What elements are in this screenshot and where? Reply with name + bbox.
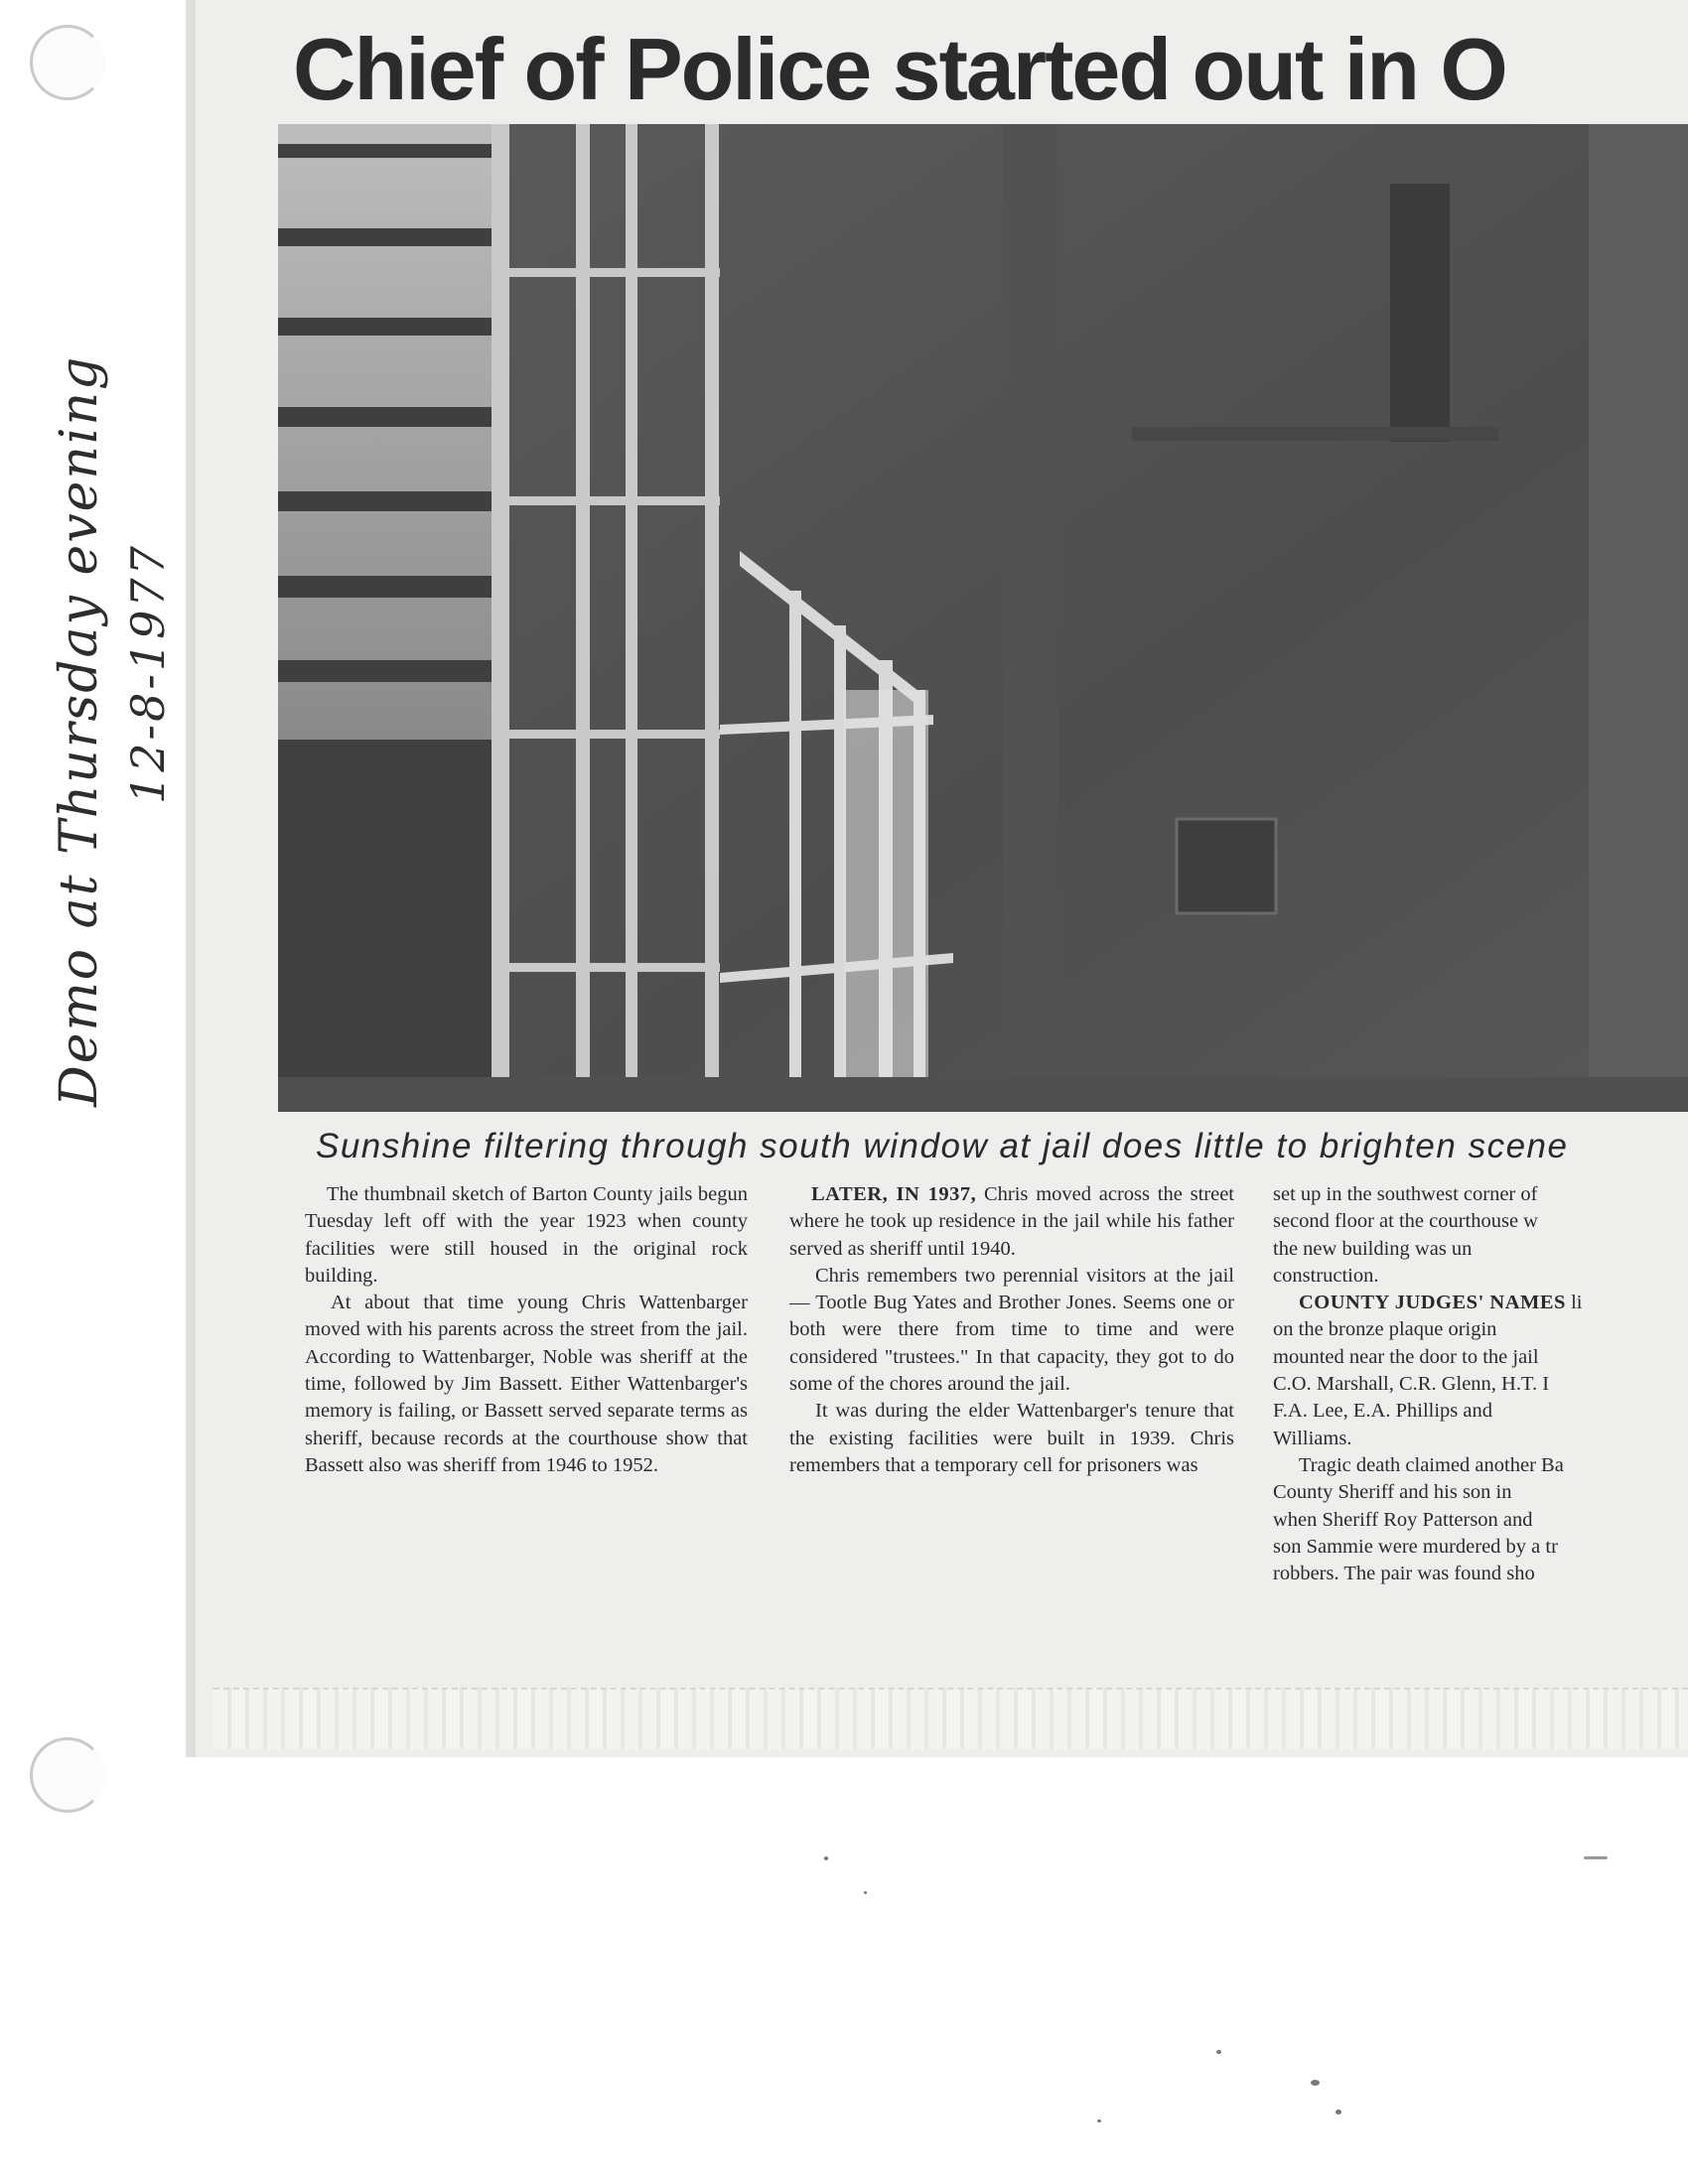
scan-speck [1311,2080,1320,2086]
paragraph: At about that time young Chris Wattenbarger moved with his parents across the street from the jail. According to Wattenbarger, Noble was sheriff at the time, followed by Jim Bassett. Either Wattenbarger's memory is failing, or Bassett served separate terms as sheriff, because records at the courthouse show that Bassett also was sheriff from 1946 to 1952. [305,1292,748,1476]
text-line [1273,1290,1688,1316]
subhead-lead: LATER, IN 1937, [811,1183,977,1205]
handwritten-date: 12-8-1977 [121,543,175,804]
text-line: robbers. The pair was found sho [1273,1563,1535,1585]
paragraph: Chris remembers two perennial visitors at the jail — Tootle Bug Yates and Brother Jones. Seems one or both were there from time to time and were considered "trustees." In that capacity, they got to do some of the chores around the jail. [789,1264,1234,1396]
binder-hole-bottom [30,1737,105,1813]
paragraph-text: Chris moved across the street where he took up residence in the jail while his father served as sheriff until 1940. [789,1183,1234,1260]
article-column-2 [789,1181,1234,1479]
text-line: Williams. [1273,1427,1352,1449]
clipping-fold-edge [213,1688,1688,1749]
scan-speck [1097,2119,1101,2122]
scan-speck [1216,2050,1221,2054]
text-line: set up in the southwest corner of [1273,1183,1538,1205]
paragraph: It was during the elder Wattenbarger's tenure that the existing facilities were built in 1939. Chris remembers that a temporary cell for prisoners was [789,1400,1234,1476]
article-column-3 [1273,1181,1688,1587]
article-column-1 [305,1181,748,1479]
photo-caption: Sunshine filtering through south window at jail does little to brighten scene [316,1127,1569,1165]
article-headline: Chief of Police started out in O [293,20,1506,118]
text-line-rest: li [1565,1292,1583,1314]
scan-speck [1584,1856,1608,1859]
text-line: construction. [1273,1264,1379,1287]
subhead-lead: COUNTY JUDGES' NAMES [1299,1292,1566,1314]
scan-speck [864,1891,867,1894]
text-line: the new building was un [1273,1237,1473,1260]
text-line: F.A. Lee, E.A. Phillips and [1273,1400,1492,1423]
handwritten-note: Demo at Thursday evening [50,354,109,1107]
text-line: C.O. Marshall, C.R. Glenn, H.T. I [1273,1373,1550,1396]
text-line: when Sheriff Roy Patterson and [1273,1508,1533,1531]
text-line: mounted near the door to the jail [1273,1345,1539,1368]
paragraph: The thumbnail sketch of Barton County jails begun Tuesday left off with the year 1923 when county facilities were still housed in the original rock building. [305,1183,748,1287]
photo-illustration [278,124,1688,1112]
text-line: on the bronze plaque origin [1273,1318,1497,1341]
paragraph [789,1181,1234,1263]
text-line: County Sheriff and his son in [1273,1481,1512,1504]
scan-speck [1336,2110,1341,2115]
binder-hole-top [30,25,105,100]
jail-cell-photo [278,124,1688,1112]
scan-speck [824,1856,828,1860]
text-line: Tragic death claimed another Ba [1299,1453,1564,1476]
text-line: son Sammie were murdered by a tr [1273,1535,1558,1558]
text-line: second floor at the courthouse w [1273,1210,1538,1233]
